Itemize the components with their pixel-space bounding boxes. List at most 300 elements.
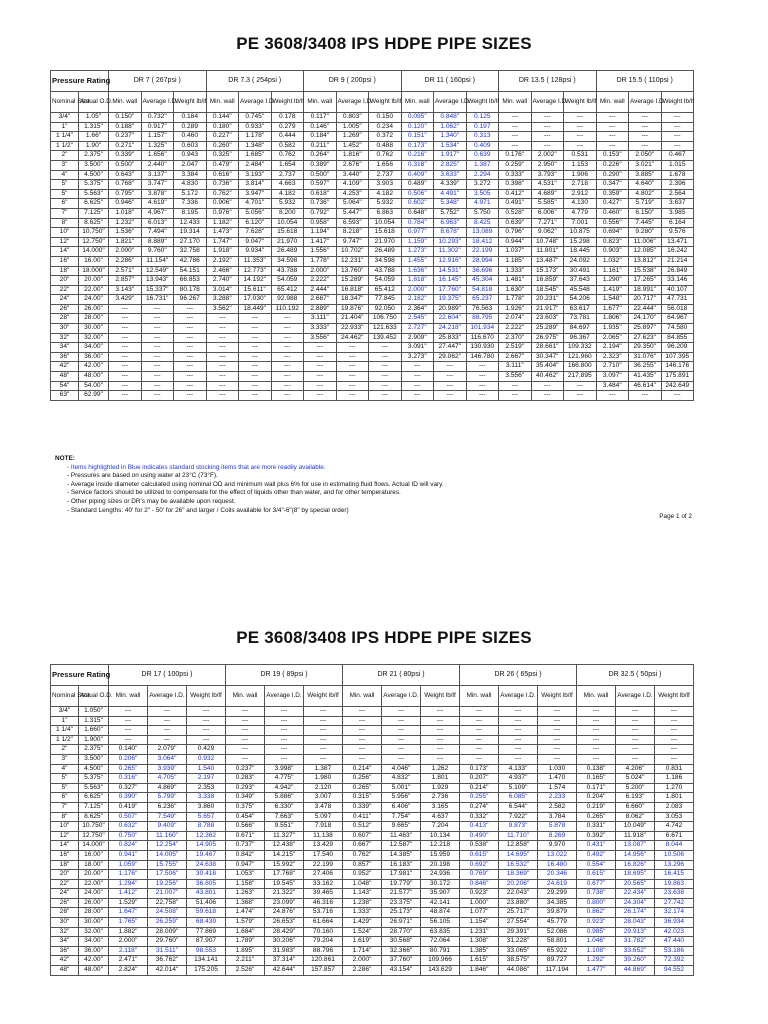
table-cell: --- xyxy=(206,352,239,362)
table-cell: --- xyxy=(265,707,304,717)
table-cell: 2.444" xyxy=(304,285,337,295)
table-cell: --- xyxy=(336,343,369,353)
table-cell: 2.364" xyxy=(401,304,434,314)
table-cell: --- xyxy=(109,343,142,353)
table-cell: 3.500" xyxy=(79,160,109,170)
table-cell: 59.618 xyxy=(187,908,226,918)
table-cell: 1.308" xyxy=(460,937,499,947)
table-cell: 20.198 xyxy=(421,860,460,870)
table-cell: 0.933" xyxy=(239,122,272,132)
table-cell: 6.593" xyxy=(336,218,369,228)
table-cell: 11.918" xyxy=(616,831,655,841)
table-cell: --- xyxy=(460,754,499,764)
table-cell: 3.814" xyxy=(239,180,272,190)
table-cell: 26.975" xyxy=(531,333,564,343)
table-row xyxy=(51,822,694,832)
table-cell: 0.409 xyxy=(466,141,499,151)
table-cell: 15.173" xyxy=(531,266,564,276)
table-cell: 15.755" xyxy=(148,860,187,870)
column-header: Min. wall xyxy=(577,686,616,707)
table-cell: 0.506" xyxy=(401,189,434,199)
table-cell: 64.967 xyxy=(661,314,694,324)
note-item: - Pressures are based on using water at 23°C (73°F). xyxy=(67,472,695,481)
table-cell: 0.615" xyxy=(460,850,499,860)
table-cell: 19.863 xyxy=(655,879,694,889)
table-cell: 34.00" xyxy=(79,937,109,947)
table-cell: 1.182" xyxy=(206,218,239,228)
table-cell: --- xyxy=(109,716,148,726)
table-cell: 0.138" xyxy=(577,764,616,774)
table-cell: --- xyxy=(460,726,499,736)
table-cell: 134.141 xyxy=(187,956,226,966)
table-cell: --- xyxy=(343,716,382,726)
table-cell: 13.943" xyxy=(141,276,174,286)
table-cell: 13.022 xyxy=(538,850,577,860)
table-cell: 3.272 xyxy=(466,180,499,190)
table-cell: 2.222" xyxy=(499,324,532,334)
table-cell: 16" xyxy=(51,256,79,266)
table-cell: 0.279 xyxy=(271,122,304,132)
table-cell: 8.218" xyxy=(336,228,369,238)
table-cell: 25.897" xyxy=(629,324,662,334)
table-cell: --- xyxy=(629,141,662,151)
table-cell: 1.574 xyxy=(538,783,577,793)
table-cell: 52.086 xyxy=(538,927,577,937)
notes-section xyxy=(55,455,695,515)
table-cell: 5" xyxy=(51,189,79,199)
table-cell: 44.869" xyxy=(616,966,655,976)
table-cell: 5.097 xyxy=(304,812,343,822)
table-cell: 3" xyxy=(51,754,79,764)
table-cell: --- xyxy=(564,391,597,401)
table-cell: 0.227" xyxy=(206,132,239,142)
table-cell: 1.818" xyxy=(401,276,434,286)
table-cell: 24.00" xyxy=(79,295,109,305)
table-cell: 34.598 xyxy=(369,256,402,266)
table-cell: 217.895 xyxy=(564,372,597,382)
table-cell: 14.531" xyxy=(434,266,467,276)
table-cell: 4.619" xyxy=(141,199,174,209)
table-cell: 6.193" xyxy=(616,793,655,803)
table-cell: 0.932 xyxy=(187,754,226,764)
table-cell: 9.551" xyxy=(265,822,304,832)
table-row xyxy=(51,333,694,343)
table-cell: 77.869 xyxy=(187,927,226,937)
table-cell: 1.238" xyxy=(343,898,382,908)
table-row xyxy=(51,324,694,334)
table-cell: 32.00" xyxy=(79,927,109,937)
table-cell: 4.531" xyxy=(531,180,564,190)
table-cell: --- xyxy=(460,707,499,717)
table-cell: 6.544" xyxy=(499,802,538,812)
table-cell: 2.737 xyxy=(271,170,304,180)
table-cell: --- xyxy=(336,362,369,372)
table-cell: 0.234 xyxy=(369,122,402,132)
table-cell: 2.484" xyxy=(239,160,272,170)
table-cell: --- xyxy=(343,707,382,717)
table-cell: 0.923" xyxy=(460,889,499,899)
table-cell: 1.108" xyxy=(577,946,616,956)
table-cell: 0.153" xyxy=(596,151,629,161)
table-cell: 0.339" xyxy=(343,802,382,812)
table-cell: 1.263" xyxy=(226,889,265,899)
table-cell: 3.637 xyxy=(661,199,694,209)
table-cell: 19.876" xyxy=(336,304,369,314)
table-cell: 24.170" xyxy=(629,314,662,324)
table-cell: 0.823" xyxy=(596,237,629,247)
table-cell: 0.762" xyxy=(343,850,382,860)
table-cell: 23.375" xyxy=(382,898,421,908)
dr-group-header: DR 21 ( 80psi ) xyxy=(343,665,460,686)
table-cell: 15.337" xyxy=(141,285,174,295)
table-cell: --- xyxy=(141,314,174,324)
table-cell: 72.392 xyxy=(655,956,694,966)
table-cell: 3.860 xyxy=(187,802,226,812)
table-cell: --- xyxy=(304,716,343,726)
table-cell: --- xyxy=(141,343,174,353)
table-cell: --- xyxy=(499,132,532,142)
table-cell: 4.491" xyxy=(434,189,467,199)
table-cell: --- xyxy=(148,726,187,736)
table-cell: 15.298 xyxy=(564,237,597,247)
table-cell: 13.760" xyxy=(336,266,369,276)
table-cell: 14" xyxy=(51,247,79,257)
table-cell: 0.411" xyxy=(343,812,382,822)
table-cell: 0.290" xyxy=(596,170,629,180)
table-cell: 2.047 xyxy=(174,160,207,170)
table-cell: 29.760" xyxy=(148,937,187,947)
table-cell: 1.340" xyxy=(434,132,467,142)
table-cell: 8" xyxy=(51,218,79,228)
table-cell: 3.111" xyxy=(304,314,337,324)
table-cell: 1.232" xyxy=(109,218,142,228)
table-cell: 130.930 xyxy=(466,343,499,353)
table-row xyxy=(51,247,694,257)
table-cell: --- xyxy=(187,726,226,736)
table-cell: 1.194" xyxy=(304,228,337,238)
table-cell: 0.289 xyxy=(174,122,207,132)
table-cell: 18.000" xyxy=(79,266,109,276)
column-header: Weight lb/lf xyxy=(369,92,402,113)
table-cell: 15.959 xyxy=(421,850,460,860)
table-cell: 84.697 xyxy=(564,324,597,334)
table-cell: 89.727 xyxy=(538,956,577,966)
table-cell: 0.784" xyxy=(401,218,434,228)
table-cell: --- xyxy=(661,391,694,401)
table-cell: --- xyxy=(629,132,662,142)
table-cell: 18.00" xyxy=(79,860,109,870)
table-cell: 5" xyxy=(51,180,79,190)
table-cell: --- xyxy=(187,707,226,717)
table-cell: --- xyxy=(401,381,434,391)
table-cell: 16.145" xyxy=(434,276,467,286)
table-cell: 0.214" xyxy=(343,764,382,774)
table-cell: --- xyxy=(499,726,538,736)
table-cell: 1.821" xyxy=(109,237,142,247)
table-cell: 10.506 xyxy=(655,850,694,860)
table-cell: 1.765" xyxy=(109,918,148,928)
table-row xyxy=(51,716,694,726)
table-cell: 44.086" xyxy=(499,966,538,976)
pipe-sizes-table-2 xyxy=(50,664,694,976)
table-cell: 0.762 xyxy=(369,151,402,161)
table-cell: 2.736 xyxy=(421,793,460,803)
table-cell: 1.048" xyxy=(343,879,382,889)
table-cell: 84.855 xyxy=(661,333,694,343)
table-cell: 0.597" xyxy=(304,180,337,190)
table-cell: --- xyxy=(343,754,382,764)
table-cell: 54.059 xyxy=(369,276,402,286)
table-cell: 17.540 xyxy=(304,850,343,860)
table-cell: 0.500" xyxy=(109,160,142,170)
table-cell: 8.200 xyxy=(271,208,304,218)
table-cell: 14.956" xyxy=(616,850,655,860)
table-cell: --- xyxy=(531,391,564,401)
table-cell: --- xyxy=(206,333,239,343)
table-cell: --- xyxy=(655,707,694,717)
table-cell: 4.705" xyxy=(148,774,187,784)
table-cell: 96.267 xyxy=(174,295,207,305)
table-row xyxy=(51,295,694,305)
table-cell: 0.467 xyxy=(661,151,694,161)
table-cell: 27.742 xyxy=(655,898,694,908)
table-cell: 28.00" xyxy=(79,314,109,324)
table-cell: 10.750" xyxy=(79,228,109,238)
column-header: Min. wall xyxy=(304,92,337,113)
table-cell: --- xyxy=(499,754,538,764)
table-cell: 23.603" xyxy=(531,314,564,324)
table-cell: 9.409" xyxy=(148,822,187,832)
table-cell: 3.784 xyxy=(538,812,577,822)
table-cell: 15.538" xyxy=(629,266,662,276)
table-cell: 33.146 xyxy=(661,276,694,286)
table-cell: 0.151" xyxy=(401,132,434,142)
table-cell: 0.265" xyxy=(343,783,382,793)
table-cell: --- xyxy=(239,324,272,334)
table-cell: 1.018" xyxy=(109,208,142,218)
table-cell: 0.444 xyxy=(271,132,304,142)
table-cell: 0.140" xyxy=(109,745,148,755)
table-cell: 16.480 xyxy=(538,860,577,870)
table-cell: 1.477" xyxy=(577,966,616,976)
table-cell: 0.409" xyxy=(401,170,434,180)
table-cell: 24.619 xyxy=(538,879,577,889)
table-cell: 3.091" xyxy=(401,343,434,353)
table-cell: 1.619" xyxy=(343,937,382,947)
table-cell: 0.607" xyxy=(343,831,382,841)
table-cell: 8.678" xyxy=(434,228,467,238)
table-cell: 17.760" xyxy=(434,285,467,295)
table-cell: 22.00" xyxy=(79,879,109,889)
table-cell: 0.769" xyxy=(460,870,499,880)
table-cell: 2.727" xyxy=(401,324,434,334)
table-cell: --- xyxy=(226,716,265,726)
dr-group-header: DR 19 ( 89psi ) xyxy=(226,665,343,686)
table-cell: 1.481" xyxy=(499,276,532,286)
table-cell: 5.001" xyxy=(382,783,421,793)
table-cell: 3/4" xyxy=(51,113,79,123)
table-cell: --- xyxy=(304,754,343,764)
table-cell: 32.174 xyxy=(655,908,694,918)
table-cell: 1.677" xyxy=(596,304,629,314)
table-cell: 45.304 xyxy=(466,276,499,286)
table-cell: 5.932 xyxy=(369,199,402,209)
table-cell: 31.782" xyxy=(616,937,655,947)
column-header: Weight lb/lf xyxy=(538,686,577,707)
table-cell: --- xyxy=(265,745,304,755)
table-cell: 18" xyxy=(51,266,79,276)
table-cell: 3.338 xyxy=(187,793,226,803)
table-row xyxy=(51,812,694,822)
table-cell: 31.076" xyxy=(629,352,662,362)
table-cell: 1.158" xyxy=(226,879,265,889)
table-cell: 1.387 xyxy=(466,160,499,170)
table-cell: 1.935" xyxy=(596,324,629,334)
table-cell: 1.747" xyxy=(206,237,239,247)
table-cell: 14.385" xyxy=(382,850,421,860)
table-cell: 2.353 xyxy=(187,783,226,793)
table-cell: 4.701" xyxy=(239,199,272,209)
table-cell: 0.616" xyxy=(206,170,239,180)
table-cell: --- xyxy=(141,333,174,343)
table-cell: 2.222" xyxy=(304,276,337,286)
table-cell: 1.178" xyxy=(239,132,272,142)
table-cell: 28.00" xyxy=(79,908,109,918)
table-cell: --- xyxy=(239,372,272,382)
table-cell: --- xyxy=(616,754,655,764)
table-cell: 0.390" xyxy=(109,793,148,803)
table-cell: 0.917" xyxy=(141,122,174,132)
page-title: PE 3608/3408 IPS HDPE PIPE SIZES xyxy=(236,34,532,53)
table-cell: 5.056" xyxy=(239,208,272,218)
table-cell: 0.732" xyxy=(141,113,174,123)
table-cell: 0.150" xyxy=(109,113,142,123)
table-cell: 1.053" xyxy=(226,870,265,880)
table-cell: --- xyxy=(109,314,142,324)
table-cell: 101.934 xyxy=(466,324,499,334)
table-cell: 2" xyxy=(51,745,79,755)
table-cell: --- xyxy=(538,754,577,764)
table-cell: 7.754" xyxy=(382,812,421,822)
table-cell: 3.885" xyxy=(629,170,662,180)
table-cell: 1.290" xyxy=(596,276,629,286)
table-cell: 1.273" xyxy=(401,247,434,257)
table-cell: 13.812" xyxy=(629,256,662,266)
table-cell: 3.562" xyxy=(206,304,239,314)
table-cell: --- xyxy=(109,735,148,745)
table-cell: 20.00" xyxy=(79,276,109,286)
table-cell: 10" xyxy=(51,822,79,832)
table-cell: 0.671" xyxy=(226,831,265,841)
table-cell: 0.492" xyxy=(577,850,616,860)
table-cell: 0.206" xyxy=(109,754,148,764)
column-header: Min. wall xyxy=(596,92,629,113)
table-row xyxy=(51,745,694,755)
table-cell: 30.00" xyxy=(79,324,109,334)
table-cell: 96.209 xyxy=(661,343,694,353)
table-row xyxy=(51,783,694,793)
table-cell: --- xyxy=(336,391,369,401)
table-cell: --- xyxy=(109,324,142,334)
table-cell: 12.254" xyxy=(148,841,187,851)
table-cell: --- xyxy=(629,113,662,123)
table-cell: 17.030" xyxy=(239,295,272,305)
table-cell: --- xyxy=(265,754,304,764)
table-cell: 1.294" xyxy=(109,879,148,889)
table-cell: 2.065" xyxy=(596,333,629,343)
table-cell: --- xyxy=(382,754,421,764)
table-cell: 2.676" xyxy=(336,160,369,170)
pressure-rating-header: Pressure Rating xyxy=(51,71,109,92)
notes-list xyxy=(55,464,695,516)
table-cell: --- xyxy=(109,726,148,736)
table-cell: 1.660" xyxy=(79,726,109,736)
table-cell: 96.367 xyxy=(564,333,597,343)
table-cell: 28.994 xyxy=(466,256,499,266)
table-cell: 2.211" xyxy=(226,956,265,966)
table-cell: --- xyxy=(538,726,577,736)
table-cell: 2.950" xyxy=(531,160,564,170)
table-cell: --- xyxy=(531,113,564,123)
table-cell: 1.315" xyxy=(79,122,109,132)
table-cell: 0.489" xyxy=(401,180,434,190)
dr-group-header: DR 7 ( 267psi ) xyxy=(109,71,207,92)
table-cell: --- xyxy=(577,745,616,755)
table-cell: 4.339" xyxy=(434,180,467,190)
table-row xyxy=(51,754,694,764)
table-cell: --- xyxy=(596,113,629,123)
table-cell: 42" xyxy=(51,362,79,372)
table-cell: 13.487" xyxy=(531,256,564,266)
column-header: Min. wall xyxy=(401,92,434,113)
table-cell: 12" xyxy=(51,237,79,247)
table-cell: --- xyxy=(661,141,694,151)
table-cell: 0.331" xyxy=(577,822,616,832)
column-header: Weight lb/lf xyxy=(174,92,207,113)
table-cell: 22.444" xyxy=(629,304,662,314)
table-cell: 17.981" xyxy=(382,870,421,880)
table-cell: --- xyxy=(421,745,460,755)
table-cell: --- xyxy=(336,381,369,391)
table-cell: 10.750" xyxy=(79,822,109,832)
table-cell: 40.107 xyxy=(661,285,694,295)
table-cell: 1.654 xyxy=(271,160,304,170)
table-cell: 1.143" xyxy=(343,889,382,899)
table-cell: 1.157" xyxy=(141,132,174,142)
table-cell: 0.271" xyxy=(109,141,142,151)
table-cell: 1 1/2" xyxy=(51,735,79,745)
table-cell: 7.336 xyxy=(174,199,207,209)
dr-group-header: DR 11 ( 160psi ) xyxy=(401,71,499,92)
table-cell: --- xyxy=(271,333,304,343)
table-cell: 19.545" xyxy=(265,879,304,889)
table-cell: 11.710" xyxy=(499,831,538,841)
table-cell: --- xyxy=(538,745,577,755)
table-cell: 1.529" xyxy=(109,898,148,908)
table-cell: 0.538" xyxy=(460,841,499,851)
table-cell: 22.043" xyxy=(499,889,538,899)
table-cell: 1.678 xyxy=(661,170,694,180)
table-cell: 0.737" xyxy=(226,841,265,851)
column-header: Average I.D. xyxy=(382,686,421,707)
table-cell: 5.447" xyxy=(336,208,369,218)
table-cell: --- xyxy=(141,324,174,334)
table-cell: 166.800 xyxy=(564,362,597,372)
table-cell: 1.046" xyxy=(577,937,616,947)
table-cell: 27.406 xyxy=(304,870,343,880)
table-cell: 4.182 xyxy=(271,189,304,199)
table-cell: 0.977" xyxy=(401,228,434,238)
